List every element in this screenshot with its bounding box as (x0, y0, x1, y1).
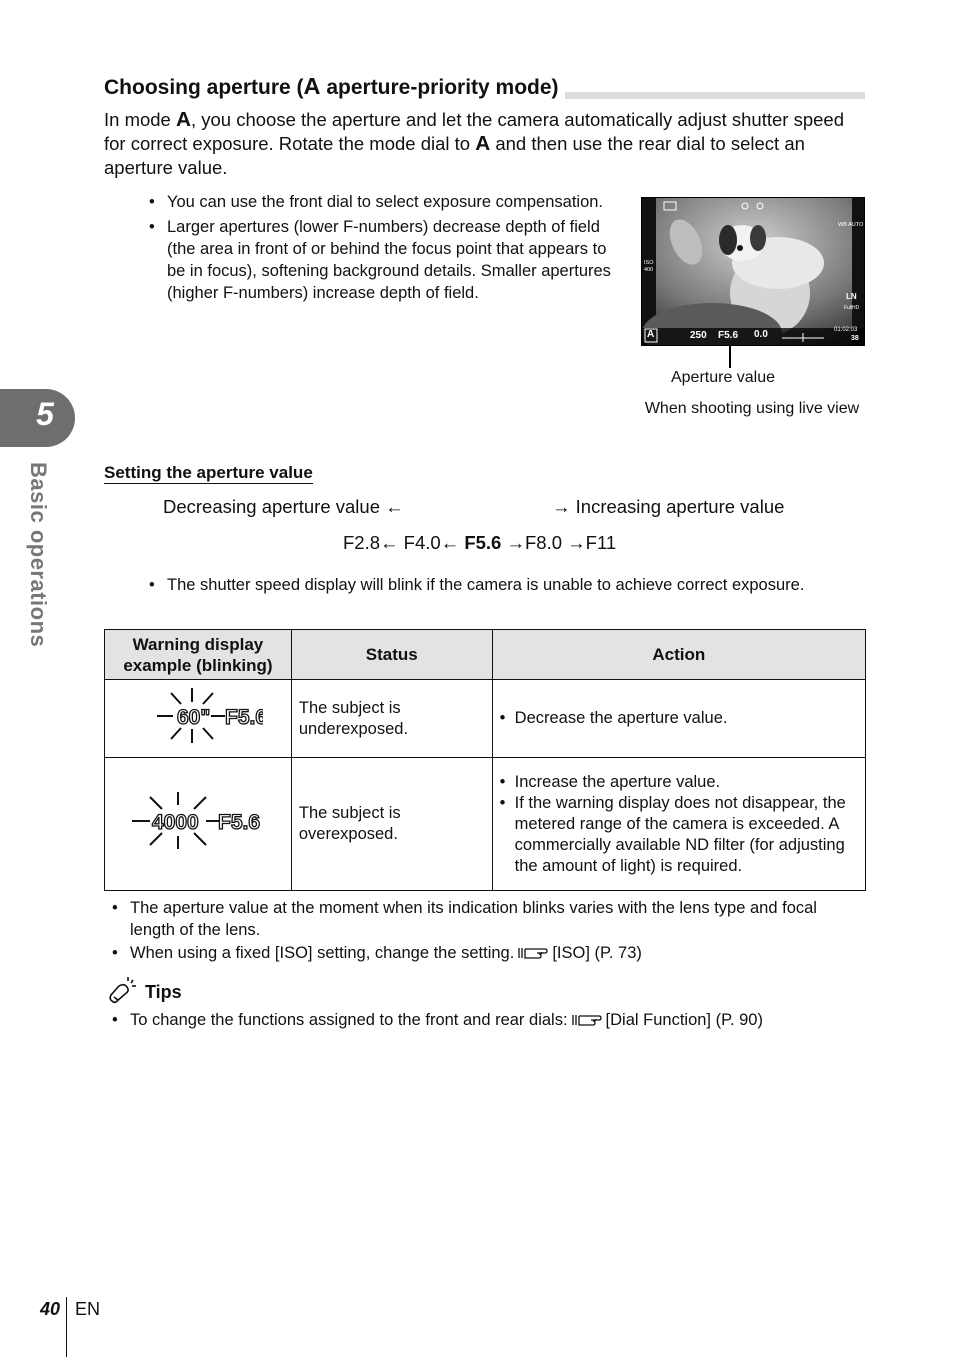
action-cell (492, 680, 865, 758)
cross-reference[interactable]: [ISO] (P. 73) (552, 944, 642, 962)
pointing-hand-icon (517, 945, 549, 961)
warning-shutter: 4000 (151, 811, 199, 834)
footer-divider (66, 1297, 67, 1357)
status-cell: The subject is underexposed. (291, 680, 492, 758)
heading-suffix: aperture-priority mode) (320, 76, 559, 99)
list-item: • Decrease the aperture value. (500, 708, 858, 729)
warning-display-cell (105, 758, 292, 891)
exposure-comp-value: 0.0 (754, 329, 768, 340)
wb-indicator: WB AUTO (838, 222, 864, 228)
mode-a-symbol: A (176, 108, 191, 131)
list-item: • Increase the aperture value. (500, 772, 858, 793)
list-item: • To change the functions assigned to the front and rear dials: [Dial Function] (P. 90) (112, 1009, 862, 1031)
list-item: • Larger apertures (lower F-numbers) decrease depth of field (the area in front of or behind the focus point that appears to be in focus), softening background details. Smaller apertures (higher F-numbers) increase depth of field. (149, 216, 619, 304)
section-heading (104, 73, 865, 101)
tips-bullet-list (112, 1009, 862, 1031)
tips-title: Tips (145, 982, 182, 1002)
bottom-bullet-list (112, 897, 862, 965)
decreasing-label: Decreasing aperture value ← (163, 496, 404, 517)
chapter-number: 5 (36, 396, 54, 432)
warning-display-cell (105, 680, 292, 758)
callout-line (729, 346, 731, 368)
list-item: • The shutter speed display will blink if the camera is unable to achieve correct exposure. (149, 574, 849, 596)
image-caption: When shooting using live view (644, 400, 860, 417)
mode-indicator: A (647, 329, 655, 340)
table-header: Warning display example (blinking) (105, 630, 292, 680)
warning-shutter: 60" (176, 705, 211, 729)
list-item: • You can use the front dial to select exposure compensation. (149, 191, 619, 213)
quality-indicator: LN (846, 292, 857, 301)
pointing-hand-icon (571, 1012, 603, 1028)
table-header: Status (291, 630, 492, 680)
intro-paragraph: In mode A, you choose the aperture and let the camera automatically adjust shutter speed for correct exposure. Rotate the mode dial to A and then use the rear dial to select an aperture value. (104, 108, 844, 178)
blinking-warning-icon (133, 684, 263, 748)
heading-text (104, 73, 565, 100)
current-f-number: F5.6 (464, 532, 502, 553)
mid-bullet-list (149, 574, 849, 596)
live-view-photo (642, 198, 865, 346)
table-row (105, 680, 866, 758)
mode-a-symbol: A (303, 73, 321, 99)
page-number: 40 (40, 1299, 61, 1319)
live-view-screen (641, 197, 865, 346)
video-indicator: FullHD (844, 305, 860, 311)
time-remaining: 01:02:03 (834, 327, 858, 333)
table-header: Action (492, 630, 865, 680)
subheading: Setting the aperture value (104, 463, 313, 482)
warning-table (104, 629, 866, 891)
warning-aperture: F5.6 (217, 811, 260, 834)
aperture-value: F5.6 (718, 330, 739, 341)
status-cell: The subject is overexposed. (291, 758, 492, 891)
mode-a-symbol: A (475, 132, 491, 155)
list-item: • The aperture value at the moment when its indication blinks varies with the lens type and focal length of the lens. (112, 897, 862, 941)
iso-indicator: ISO 400 (644, 260, 654, 273)
list-item: • If the warning display does not disappear, the metered range of the camera is exceeded. A commercially available ND filter (for adjusting the amount of light) is required. (500, 793, 858, 877)
blinking-warning-icon (128, 789, 268, 853)
callout-label: Aperture value (670, 369, 776, 386)
list-item: • When using a fixed [ISO] setting, change the setting. [ISO] (P. 73) (112, 942, 862, 964)
language-code: EN (75, 1299, 101, 1319)
warning-aperture: F5.6 (224, 705, 263, 729)
f-number-sequence: F2.8← F4.0← F5.6 →F8.0 →F11 (343, 532, 617, 553)
increasing-label: → Increasing aperture value (552, 496, 785, 517)
action-cell (492, 758, 865, 891)
cross-reference[interactable]: [Dial Function] (P. 90) (605, 1011, 763, 1029)
heading-prefix: Choosing aperture ( (104, 76, 304, 99)
top-bullet-list (149, 191, 619, 307)
shutter-value: 250 (690, 330, 707, 341)
shots-remaining: 38 (851, 335, 859, 342)
tips-lightbulb-icon (106, 975, 138, 1005)
table-row (105, 758, 866, 891)
chapter-label: Basic operations (26, 462, 51, 648)
